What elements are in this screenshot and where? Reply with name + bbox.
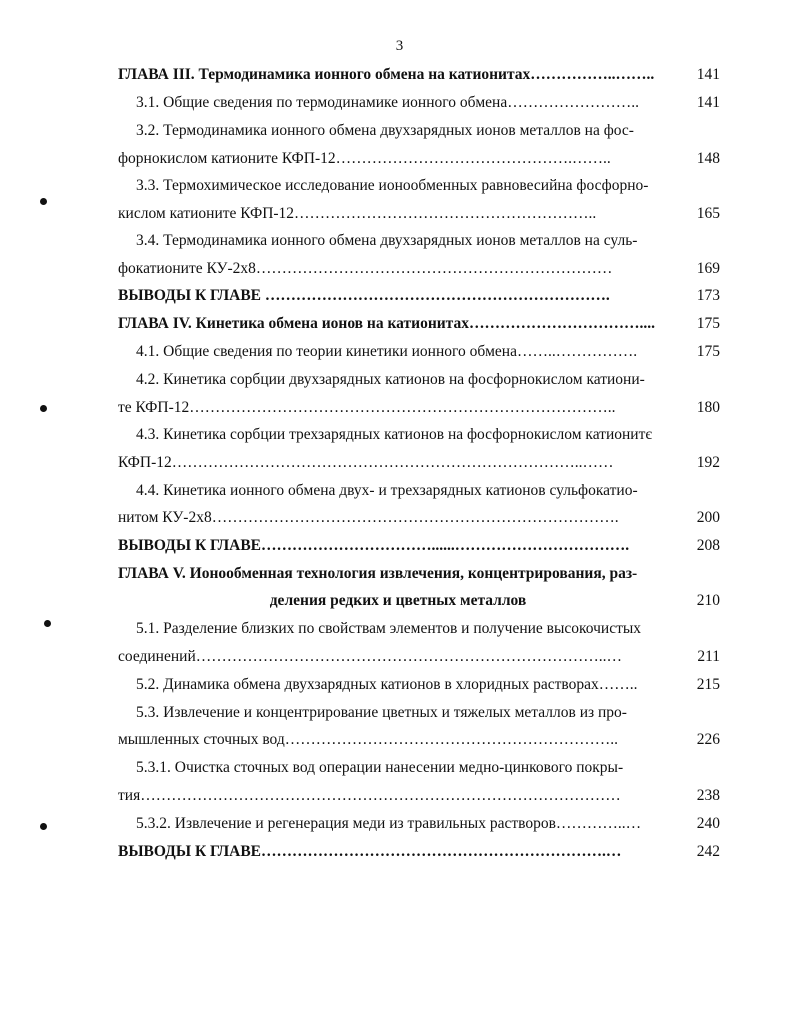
toc-entry <box>118 480 720 502</box>
toc-entry-page: 208 <box>696 537 720 554</box>
toc-entry-page: 238 <box>696 787 720 804</box>
toc-entry <box>118 148 720 170</box>
toc-entry-text: те КФП-12……………………………………………………………………….. <box>118 399 616 416</box>
toc-entry-page: 141 <box>696 66 720 83</box>
toc-entry <box>118 64 720 86</box>
toc-entry-text: фокатионите КУ-2х8…………………………………………………………… <box>118 260 613 277</box>
toc-entry-text: ВЫВОДЫ К ГЛАВЕ………………………………………………………….… <box>118 843 622 860</box>
punch-hole-mark <box>44 620 51 627</box>
toc-entry-text: форнокислом катионите КФП-12……………………………………….…….. <box>118 150 611 167</box>
toc-entry <box>118 92 720 114</box>
toc-entry-text: КФП-12……………………………………………………………………..…… <box>118 454 614 471</box>
toc-entry-page: 226 <box>696 731 720 748</box>
toc-entry-page: 215 <box>696 676 720 693</box>
toc-entry <box>118 841 720 863</box>
toc-entry-page: 148 <box>696 150 720 167</box>
toc-entry-text: 3.3. Термохимическое исследование ионообменных равновесийна фосфорно- <box>136 177 649 194</box>
toc-entry-page: 240 <box>696 815 720 832</box>
toc-entry-text: 5.3.2. Извлечение и регенерация меди из травильных растворов…………..… <box>136 815 642 832</box>
toc-entry <box>118 813 720 835</box>
toc-entry-page: 192 <box>696 454 720 471</box>
toc-entry-text: соединений……………………………………………………………………..… <box>118 648 622 665</box>
toc-entry <box>118 563 720 585</box>
toc-entry <box>118 618 720 640</box>
toc-entry-text: 5.3.1. Очистка сточных вод операции нанесении медно-цинкового покры- <box>136 759 624 776</box>
toc-entry-text: 3.1. Общие сведения по термодинамике ионного обмена…………………….. <box>136 94 639 111</box>
punch-hole-mark <box>40 405 47 412</box>
toc-entry-text: ГЛАВА III. Термодинамика ионного обмена на катионитах……………..…….. <box>118 66 655 83</box>
toc-entry-page: 173 <box>696 287 720 304</box>
toc-entry <box>118 341 720 363</box>
toc-entry-text: 5.1. Разделение близких по свойствам элементов и получение высокочистых <box>136 620 642 637</box>
toc-entry <box>118 258 720 280</box>
toc-entry-text: мышленных сточных вод……………………………………………………….. <box>118 731 618 748</box>
toc-entry <box>118 424 720 446</box>
toc-entry <box>118 285 720 307</box>
punch-hole-mark <box>40 823 47 830</box>
toc-entry <box>118 230 720 252</box>
toc-entry-page: 175 <box>696 315 720 332</box>
toc-entry-text: ГЛАВА V. Ионообменная технология извлечения, концентрирования, раз- <box>118 565 638 582</box>
toc-entry-page: 141 <box>696 94 720 111</box>
toc-entry-text: ВЫВОДЫ К ГЛАВЕ …………………………………………………………. <box>118 287 610 304</box>
toc-entry-text: деления редких и цветных металлов <box>269 592 527 609</box>
toc-entry-text: 4.2. Кинетика сорбции двухзарядных катионов на фосфорнокислом катиони- <box>136 371 645 388</box>
toc-entry <box>118 452 720 474</box>
toc-entry-page: 200 <box>696 509 720 526</box>
toc-entry-text: 5.2. Динамика обмена двухзарядных катионов в хлоридных растворах…….. <box>136 676 638 693</box>
toc-entry-text: ГЛАВА IV. Кинетика обмена ионов на катионитах…………………………….... <box>118 315 655 332</box>
toc-entry <box>118 397 720 419</box>
toc-entry-text: 3.2. Термодинамика ионного обмена двухзарядных ионов металлов на фос- <box>136 122 634 139</box>
toc-entry-text: 5.3. Извлечение и концентрирование цветных и тяжелых металлов из про- <box>136 704 627 721</box>
toc-entry <box>118 313 720 335</box>
toc-entry-page: 169 <box>696 260 720 277</box>
toc-entry <box>118 507 720 529</box>
toc-entry-text: 4.3. Кинетика сорбции трехзарядных катионов на фосфорнокислом катионитє <box>136 426 653 443</box>
toc-entry-page: 175 <box>696 343 720 360</box>
toc-entry-text: нитом КУ-2х8……………………………………………………………………. <box>118 509 619 526</box>
toc-entry <box>118 535 720 557</box>
punch-hole-mark <box>40 198 47 205</box>
toc-entry <box>118 785 720 807</box>
toc-entry <box>118 702 720 724</box>
toc-entry <box>118 757 720 779</box>
toc-entry-text: кислом катионите КФП-12………………………………………………….. <box>118 205 597 222</box>
toc-entry <box>118 203 720 225</box>
toc-entry <box>118 175 720 197</box>
toc-entry <box>118 590 720 612</box>
toc-entry <box>118 646 720 668</box>
toc-entry <box>118 120 720 142</box>
toc-entry-text: тия………………………………………………………………………………… <box>118 787 621 804</box>
page-number: 3 <box>395 38 404 54</box>
toc-entry-text: 4.1. Общие сведения по теории кинетики ионного обмена……..……………. <box>136 343 638 360</box>
toc-entry-text: 4.4. Кинетика ионного обмена двух- и трехзарядных катионов сульфокатио- <box>136 482 638 499</box>
toc-entry-page: 165 <box>696 205 720 222</box>
toc-entry-page: 210 <box>696 592 720 609</box>
toc-entry <box>118 729 720 751</box>
toc-entry-text: 3.4. Термодинамика ионного обмена двухзарядных ионов металлов на суль- <box>136 232 638 249</box>
toc-entry <box>118 674 720 696</box>
toc-entry-page: 211 <box>697 648 720 665</box>
toc-entry <box>118 369 720 391</box>
toc-entry-page: 242 <box>696 843 720 860</box>
toc-entry-text: ВЫВОДЫ К ГЛАВЕ……………………………......……………………………. <box>118 537 630 554</box>
toc-entry-page: 180 <box>696 399 720 416</box>
